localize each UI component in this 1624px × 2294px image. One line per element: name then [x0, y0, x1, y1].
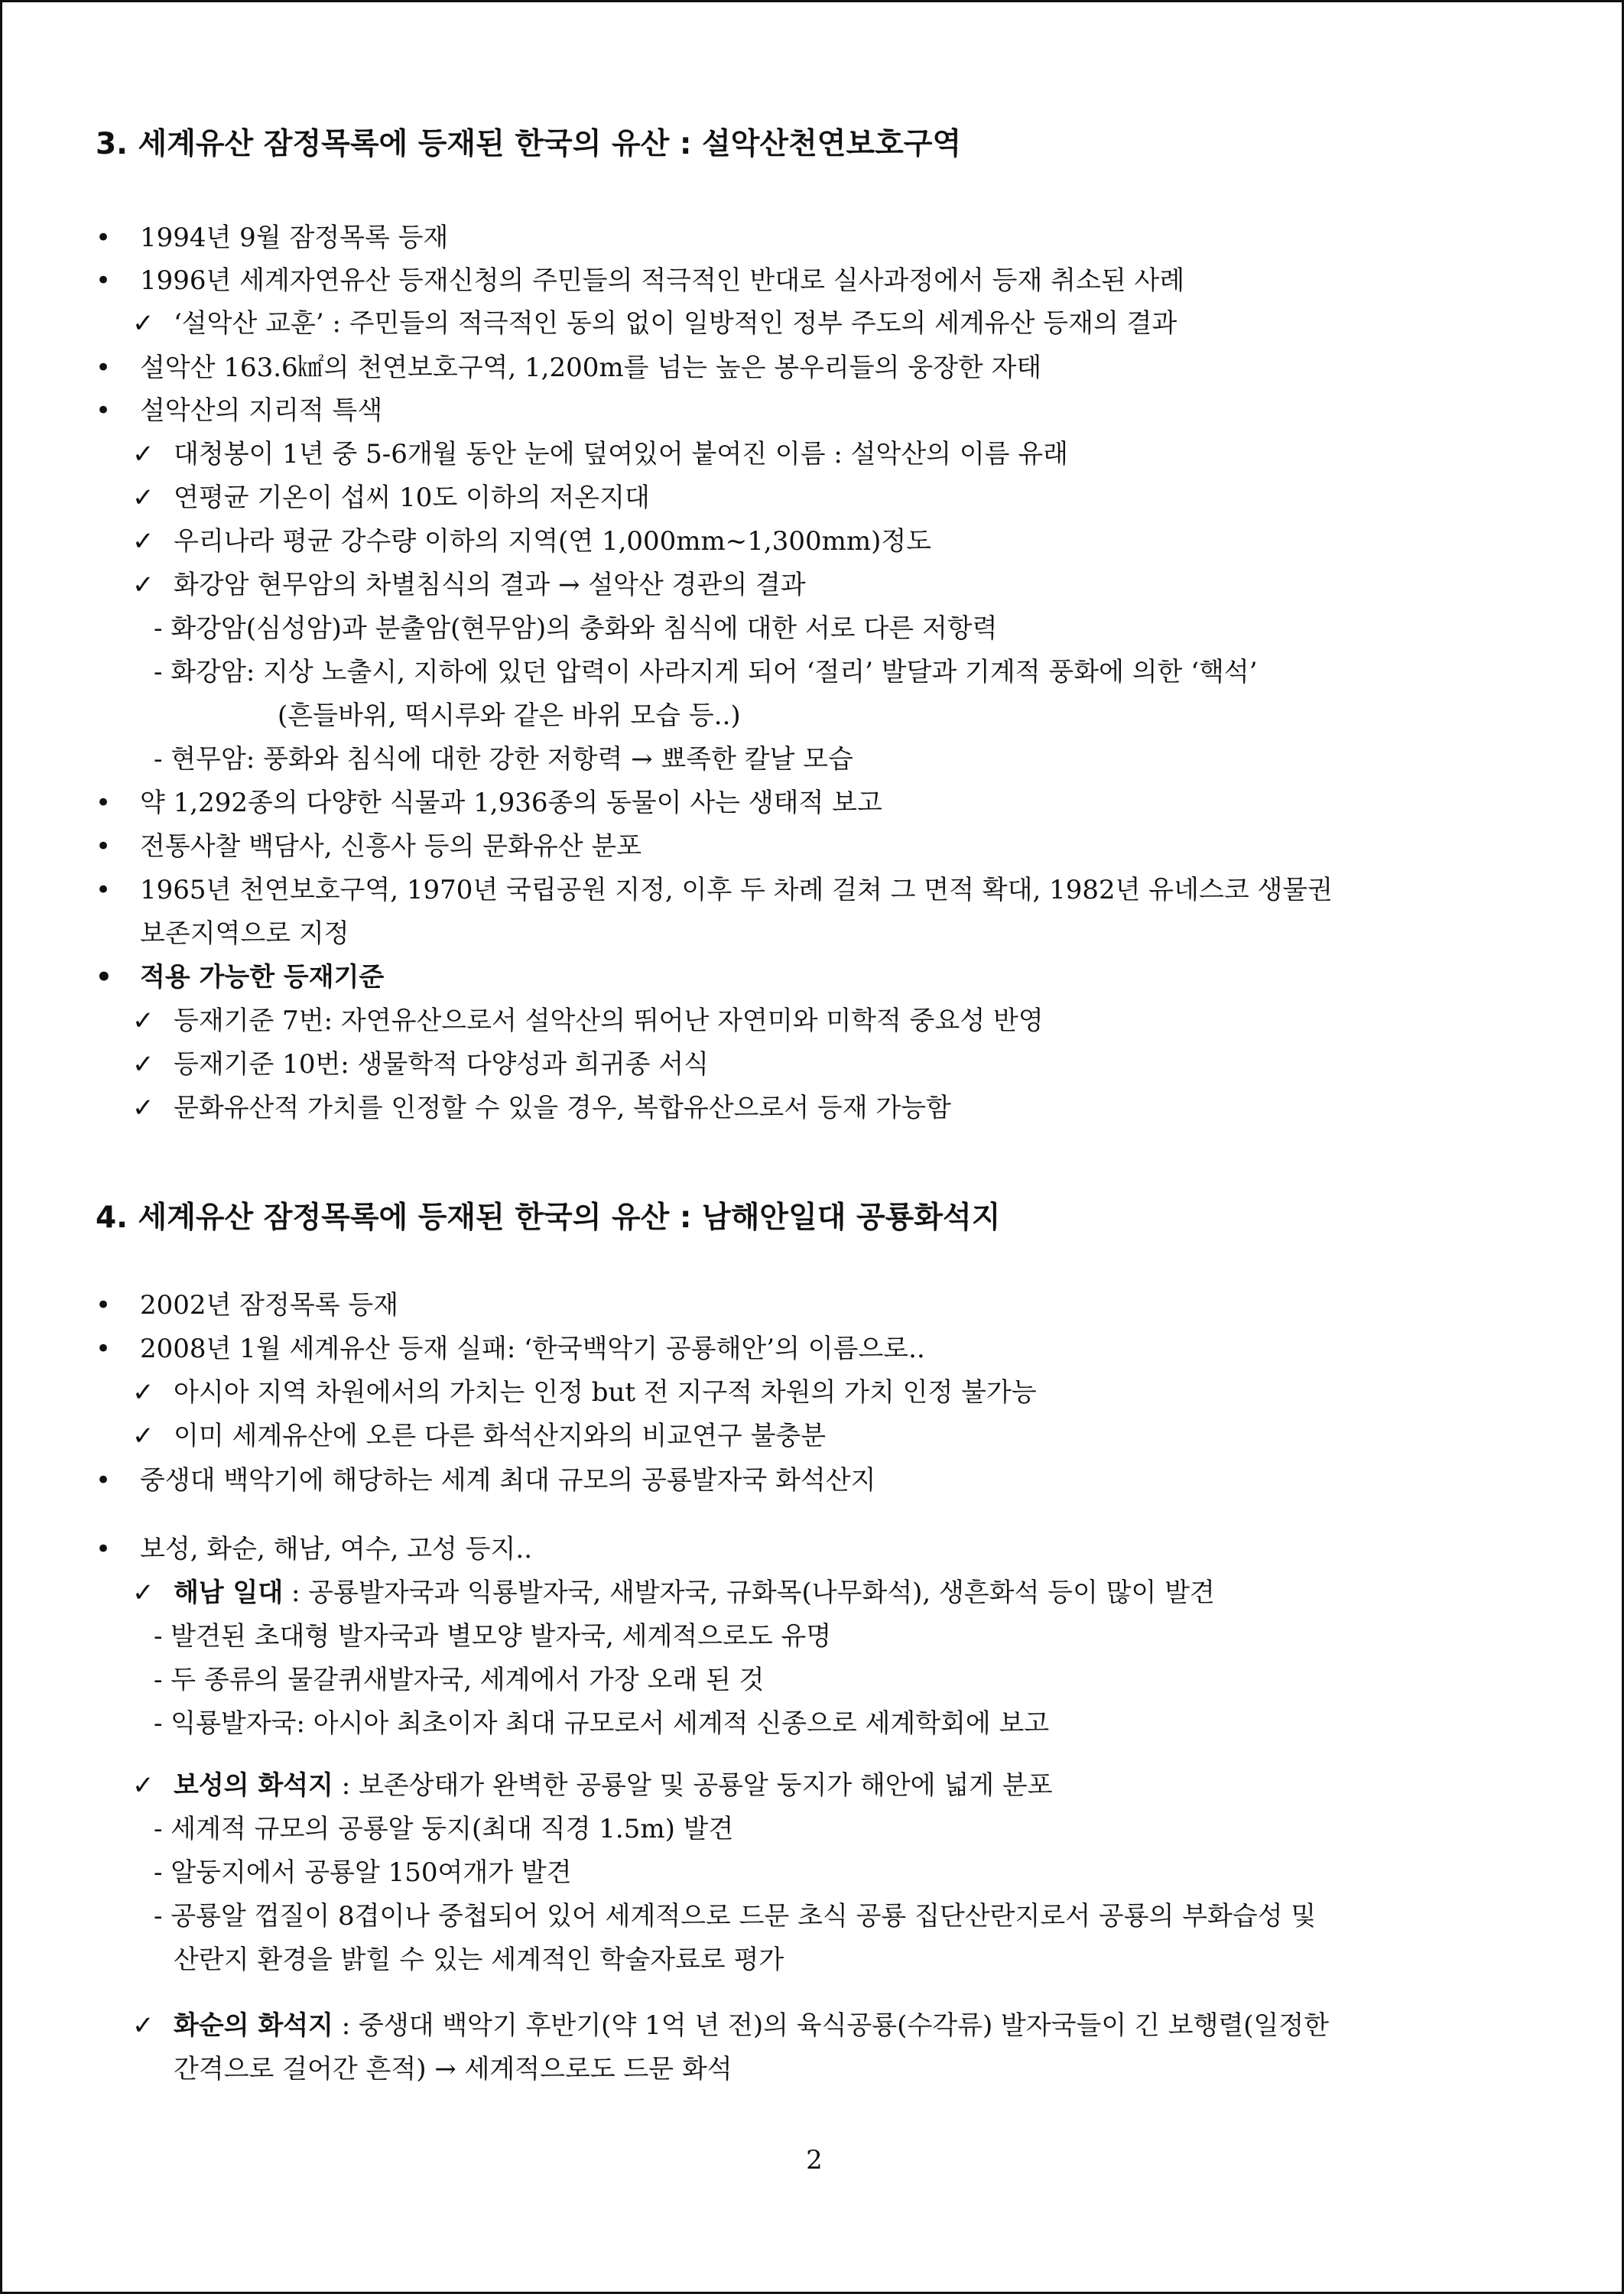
list-item: • 보성, 화순, 해남, 여수, 고성 등지.. — [96, 1532, 532, 1566]
check-item-boseong — [132, 1769, 1053, 1802]
haenam-title: 해남 일대 — [174, 1578, 284, 1608]
list-item-criteria: • 적용 가능한 등재기준 — [96, 960, 384, 994]
sub-item: - 알둥지에서 공룡알 150여개가 발견 — [154, 1857, 572, 1888]
list-item: • 약 1,292종의 다양한 식물과 1,936종의 동물이 사는 생태적 보고 — [96, 786, 882, 820]
section-4-heading: 4. 세계유산 잠정목록에 등재된 한국의 유산 : 남해안일대 공룡화석지 — [96, 1201, 1001, 1235]
check-item-haenam — [132, 1576, 1215, 1610]
sub-item: - 화강암(심성암)과 분출암(현무암)의 충화와 침식에 대한 서로 다른 저항력 — [154, 613, 998, 644]
sub-item: - 두 종류의 물갈퀴새발자국, 세계에서 가장 오래 된 것 — [154, 1665, 765, 1695]
check-item: ✓ 우리나라 평균 강수량 이하의 지역(연 1,000mm~1,300mm)정도 — [132, 525, 931, 558]
check-item-hwasun — [132, 2009, 1329, 2042]
list-item: • 1965년 천연보호구역, 1970년 국립공원 지정, 이후 두 차례 걸쳐 그 면적 확대, 1982년 유네스코 생물권 — [96, 873, 1333, 907]
sub-item-continuation: (흔들바위, 떡시루와 같은 바위 모습 등..) — [278, 700, 741, 731]
check-item: ✓ 대청봉이 1년 중 5-6개월 동안 눈에 덮여있어 붙여진 이름 : 설악산의 이름 유래 — [132, 437, 1068, 471]
check-item-continuation: 간격으로 걸어간 흔적) → 세계적으로도 드문 화석 — [174, 2054, 732, 2084]
page-number: 2 — [806, 2145, 823, 2175]
sub-item: - 발견된 초대형 발자국과 별모양 발자국, 세계적으로도 유명 — [154, 1621, 832, 1652]
sub-item-continuation: 산란지 환경을 밝힐 수 있는 세계적인 학술자료로 평가 — [174, 1945, 784, 1975]
check-item: ✓ 등재기준 10번: 생물학적 다양성과 희귀종 서식 — [132, 1048, 709, 1081]
check-item: ✓ 연평균 기온이 섭씨 10도 이하의 저온지대 — [132, 481, 650, 515]
sub-item: - 현무암: 풍화와 침식에 대한 강한 저항력 → 뾰족한 칼날 모습 — [154, 744, 853, 775]
hwasun-title: 화순의 화석지 — [174, 2010, 333, 2041]
check-item: ✓ 이미 세계유산에 오른 다른 화석산지와의 비교연구 불충분 — [132, 1419, 826, 1453]
sub-item: - 세계적 규모의 공룡알 둥지(최대 직경 1.5m) 발견 — [154, 1814, 734, 1844]
list-item: • 설악산의 지리적 특색 — [96, 394, 382, 427]
list-item-continuation: 보존지역으로 지정 — [140, 918, 349, 949]
sub-item: - 공룡알 껍질이 8겹이나 중첩되어 있어 세계적으로 드문 초식 공룡 집단산란지로서 공룡의 부화습성 및 — [154, 1901, 1317, 1932]
boseong-title: 보성의 화석지 — [174, 1770, 333, 1801]
boseong-text: : 보존상태가 완벽한 공룡알 및 공룡알 둥지가 해안에 넓게 분포 — [333, 1770, 1053, 1801]
sub-item: - 익룡발자국: 아시아 최초이자 최대 규모로서 세계적 신종으로 세계학회에 보고 — [154, 1708, 1050, 1739]
list-item: • 2002년 잠정목록 등재 — [96, 1288, 398, 1322]
check-item: ✓ ‘설악산 교훈’ : 주민들의 적극적인 동의 없이 일방적인 정부 주도의 세계유산 등재의 결과 — [132, 307, 1177, 340]
hwasun-text: : 중생대 백악기 후반기(약 1억 년 전)의 육식공룡(수각류) 발자국들이 긴 보행렬(일정한 — [333, 2010, 1330, 2041]
haenam-text: : 공룡발자국과 익룡발자국, 새발자국, 규화목(나무화석), 생흔화석 등이 많이 발견 — [283, 1578, 1215, 1608]
section-3-heading: 3. 세계유산 잠정목록에 등재된 한국의 유산 : 설악산천연보호구역 — [96, 127, 962, 161]
check-item: ✓ 화강암 현무암의 차별침식의 결과 → 설악산 경관의 결과 — [132, 568, 806, 602]
list-item: • 2008년 1월 세계유산 등재 실패: ‘한국백악기 공룡해안’의 이름으로.. — [96, 1332, 925, 1366]
check-item: ✓ 문화유산적 가치를 인정할 수 있을 경우, 복합유산으로서 등재 가능함 — [132, 1091, 951, 1125]
check-item: ✓ 등재기준 7번: 자연유산으로서 설악산의 뛰어난 자연미와 미학적 중요성 반영 — [132, 1004, 1044, 1038]
list-item: • 1994년 9월 잠정목록 등재 — [96, 221, 448, 255]
list-item: • 1996년 세계자연유산 등재신청의 주민들의 적극적인 반대로 실사과정에서 등재 취소된 사례 — [96, 264, 1184, 297]
list-item: • 중생대 백악기에 해당하는 세계 최대 규모의 공룡발자국 화석산지 — [96, 1464, 875, 1497]
list-item: • 전통사찰 백담사, 신흥사 등의 문화유산 분포 — [96, 830, 641, 863]
check-item: ✓ 아시아 지역 차원에서의 가치는 인정 but 전 지구적 차원의 가치 인정 불가능 — [132, 1376, 1037, 1409]
sub-item: - 화강암: 지상 노출시, 지하에 있던 압력이 사라지게 되어 ‘절리’ 발달과 기계적 풍화에 의한 ‘핵석’ — [154, 657, 1258, 687]
list-item: • 설악산 163.6㎢의 천연보호구역, 1,200m를 넘는 높은 봉우리들의 웅장한 자태 — [96, 351, 1041, 385]
